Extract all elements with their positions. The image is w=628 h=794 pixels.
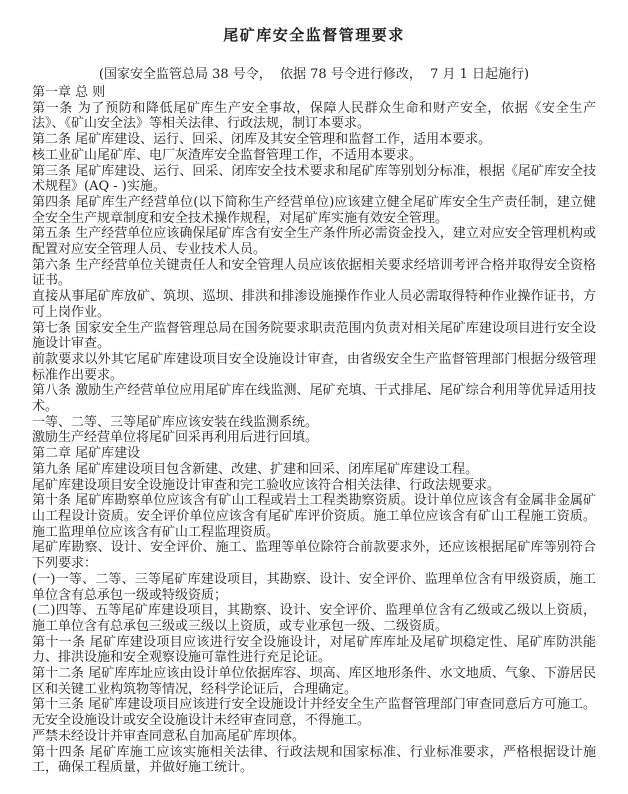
document-title: 尾矿库安全监督管理要求: [223, 26, 405, 44]
paragraph: 第二章 尾矿库建设: [32, 446, 141, 462]
paragraph: 第一条 为了预防和降低尾矿库生产安全事故，保障人民群众生命和财产安全，依据《安全生产法》、《矿山安全法》等相关法律、行政法规，制订本要求。: [32, 100, 596, 132]
paragraph: 第七条 国家安全生产监督管理总局在国务院要求职责范围内负责对相关尾矿库建设项目进行安全设施设计审查。: [32, 320, 596, 352]
paragraph: 第八条 激励生产经营单位应用尾矿库在线监测、尾矿充填、干式排尾、尾矿综合利用等优异适用技术。: [32, 383, 596, 415]
paragraph: 前款要求以外其它尾矿库建设项目安全设施设计审查，由省级安全生产监督管理部门根据分级管理标准作出要求。: [32, 351, 596, 383]
paragraph: 第六条 生产经营单位关键责任人和安全管理人员应该依据相关要求经培训考评合格并取得安全资格证书。: [32, 257, 596, 289]
paragraph: 尾矿库勘察、设计、安全评价、施工、监理等单位除符合前款要求外，还应该根据尾矿库等别符合下列要求：: [32, 540, 596, 572]
paragraph: 第一章 总 则: [32, 85, 106, 100]
paragraph: 第三条 尾矿库建设、运行、回采、闭库安全技术要求和尾矿库等别划分标准，根据《尾矿库安全技术规程》(AQ - )实施。: [32, 163, 596, 195]
paragraph: 第十三条 尾矿库建设项目应该进行安全设施设计并经安全生产监督管理部门审查同意后方可施工。无安全设施设计或安全设施设计未经审查同意，不得施工。: [32, 697, 596, 729]
document-subtitle: (国家安全监管总局 38 号令， 依据 78 号令进行修改， 7 月 1 日起施行): [98, 67, 530, 82]
paragraph: 激励生产经营单位将尾矿回采再利用后进行回填。: [32, 430, 319, 446]
paragraph: 尾矿库建设项目安全设施设计审查和完工验收应该符合相关法律、行政法规要求。: [32, 477, 501, 493]
paragraph: 第十二条 尾矿库库址应该由设计单位依据库容、坝高、库区地形条件、水文地质、气象、下游居民区和关键工业构筑物等情况，经科学论证后，合理确定。: [32, 666, 596, 697]
paragraph: 核工业矿山尾矿库、电厂灰渣库安全监督管理工作，不适用本要求。: [32, 147, 423, 163]
paragraph: (二)四等、五等尾矿库建设项目，其勘察、设计、安全评价、监理单位含有乙级或乙级以上资质，施工单位含有总承包三级或三级以上资质，或专业承包一级、二级资质。: [32, 603, 596, 634]
paragraph: 第四条 尾矿库生产经营单位(以下简称生产经营单位)应该建立健全尾矿库安全生产责任制，建立健全安全生产规章制度和安全技术操作规程，对尾矿库实施有效安全管理。: [32, 194, 596, 226]
paragraph: 第十一条 尾矿库建设项目应该进行安全设施设计，对尾矿库库址及尾矿坝稳定性、尾矿库防洪能力、排洪设施和安全观察设施可靠性进行充足论证。: [32, 634, 596, 666]
paragraph: 第十四条 尾矿库施工应该实施相关法律、行政法规和国家标准、行业标准要求，严格根据设计施工，确保工程质量，并做好施工统计。: [32, 744, 596, 776]
paragraph: 第十条 尾矿库勘察单位应该含有矿山工程或岩土工程类勘察资质。设计单位应该含有金属非金属矿山工程设计资质。安全评价单位应该含有尾矿库评价资质。施工单位应该含有矿山工程施工资质。施工监理单位应该含有矿山工程监理资质。: [32, 493, 596, 540]
document-body: [32, 85, 596, 776]
paragraph: 第二条 尾矿库建设、运行、回采、闭库及其安全管理和监督工作，适用本要求。: [32, 132, 492, 148]
paragraph: 一等、二等、三等尾矿库应该安装在线监测系统。: [32, 414, 319, 430]
paragraph: (一)一等、二等、三等尾矿库建设项目，其勘察、设计、安全评价、监理单位含有甲级资质，施工单位含有总承包一级或特级资质；: [32, 571, 596, 603]
paragraph: 第九条 尾矿库建设项目包含新建、改建、扩建和回采、闭库尾矿库建设工程。: [32, 461, 479, 477]
paragraph: 直接从事尾矿库放矿、筑坝、巡坝、排洪和排渗设施操作作业人员必需取得特种作业操作证书，方可上岗作业。: [32, 289, 596, 320]
paragraph: 严禁未经设计并审查同意私自加高尾矿库坝体。: [32, 728, 306, 744]
paragraph: 第五条 生产经营单位应该确保尾矿库含有安全生产条件所必需资金投入，建立对应安全管理机构或配置对应安全管理人员、专业技术人员。: [32, 226, 596, 258]
